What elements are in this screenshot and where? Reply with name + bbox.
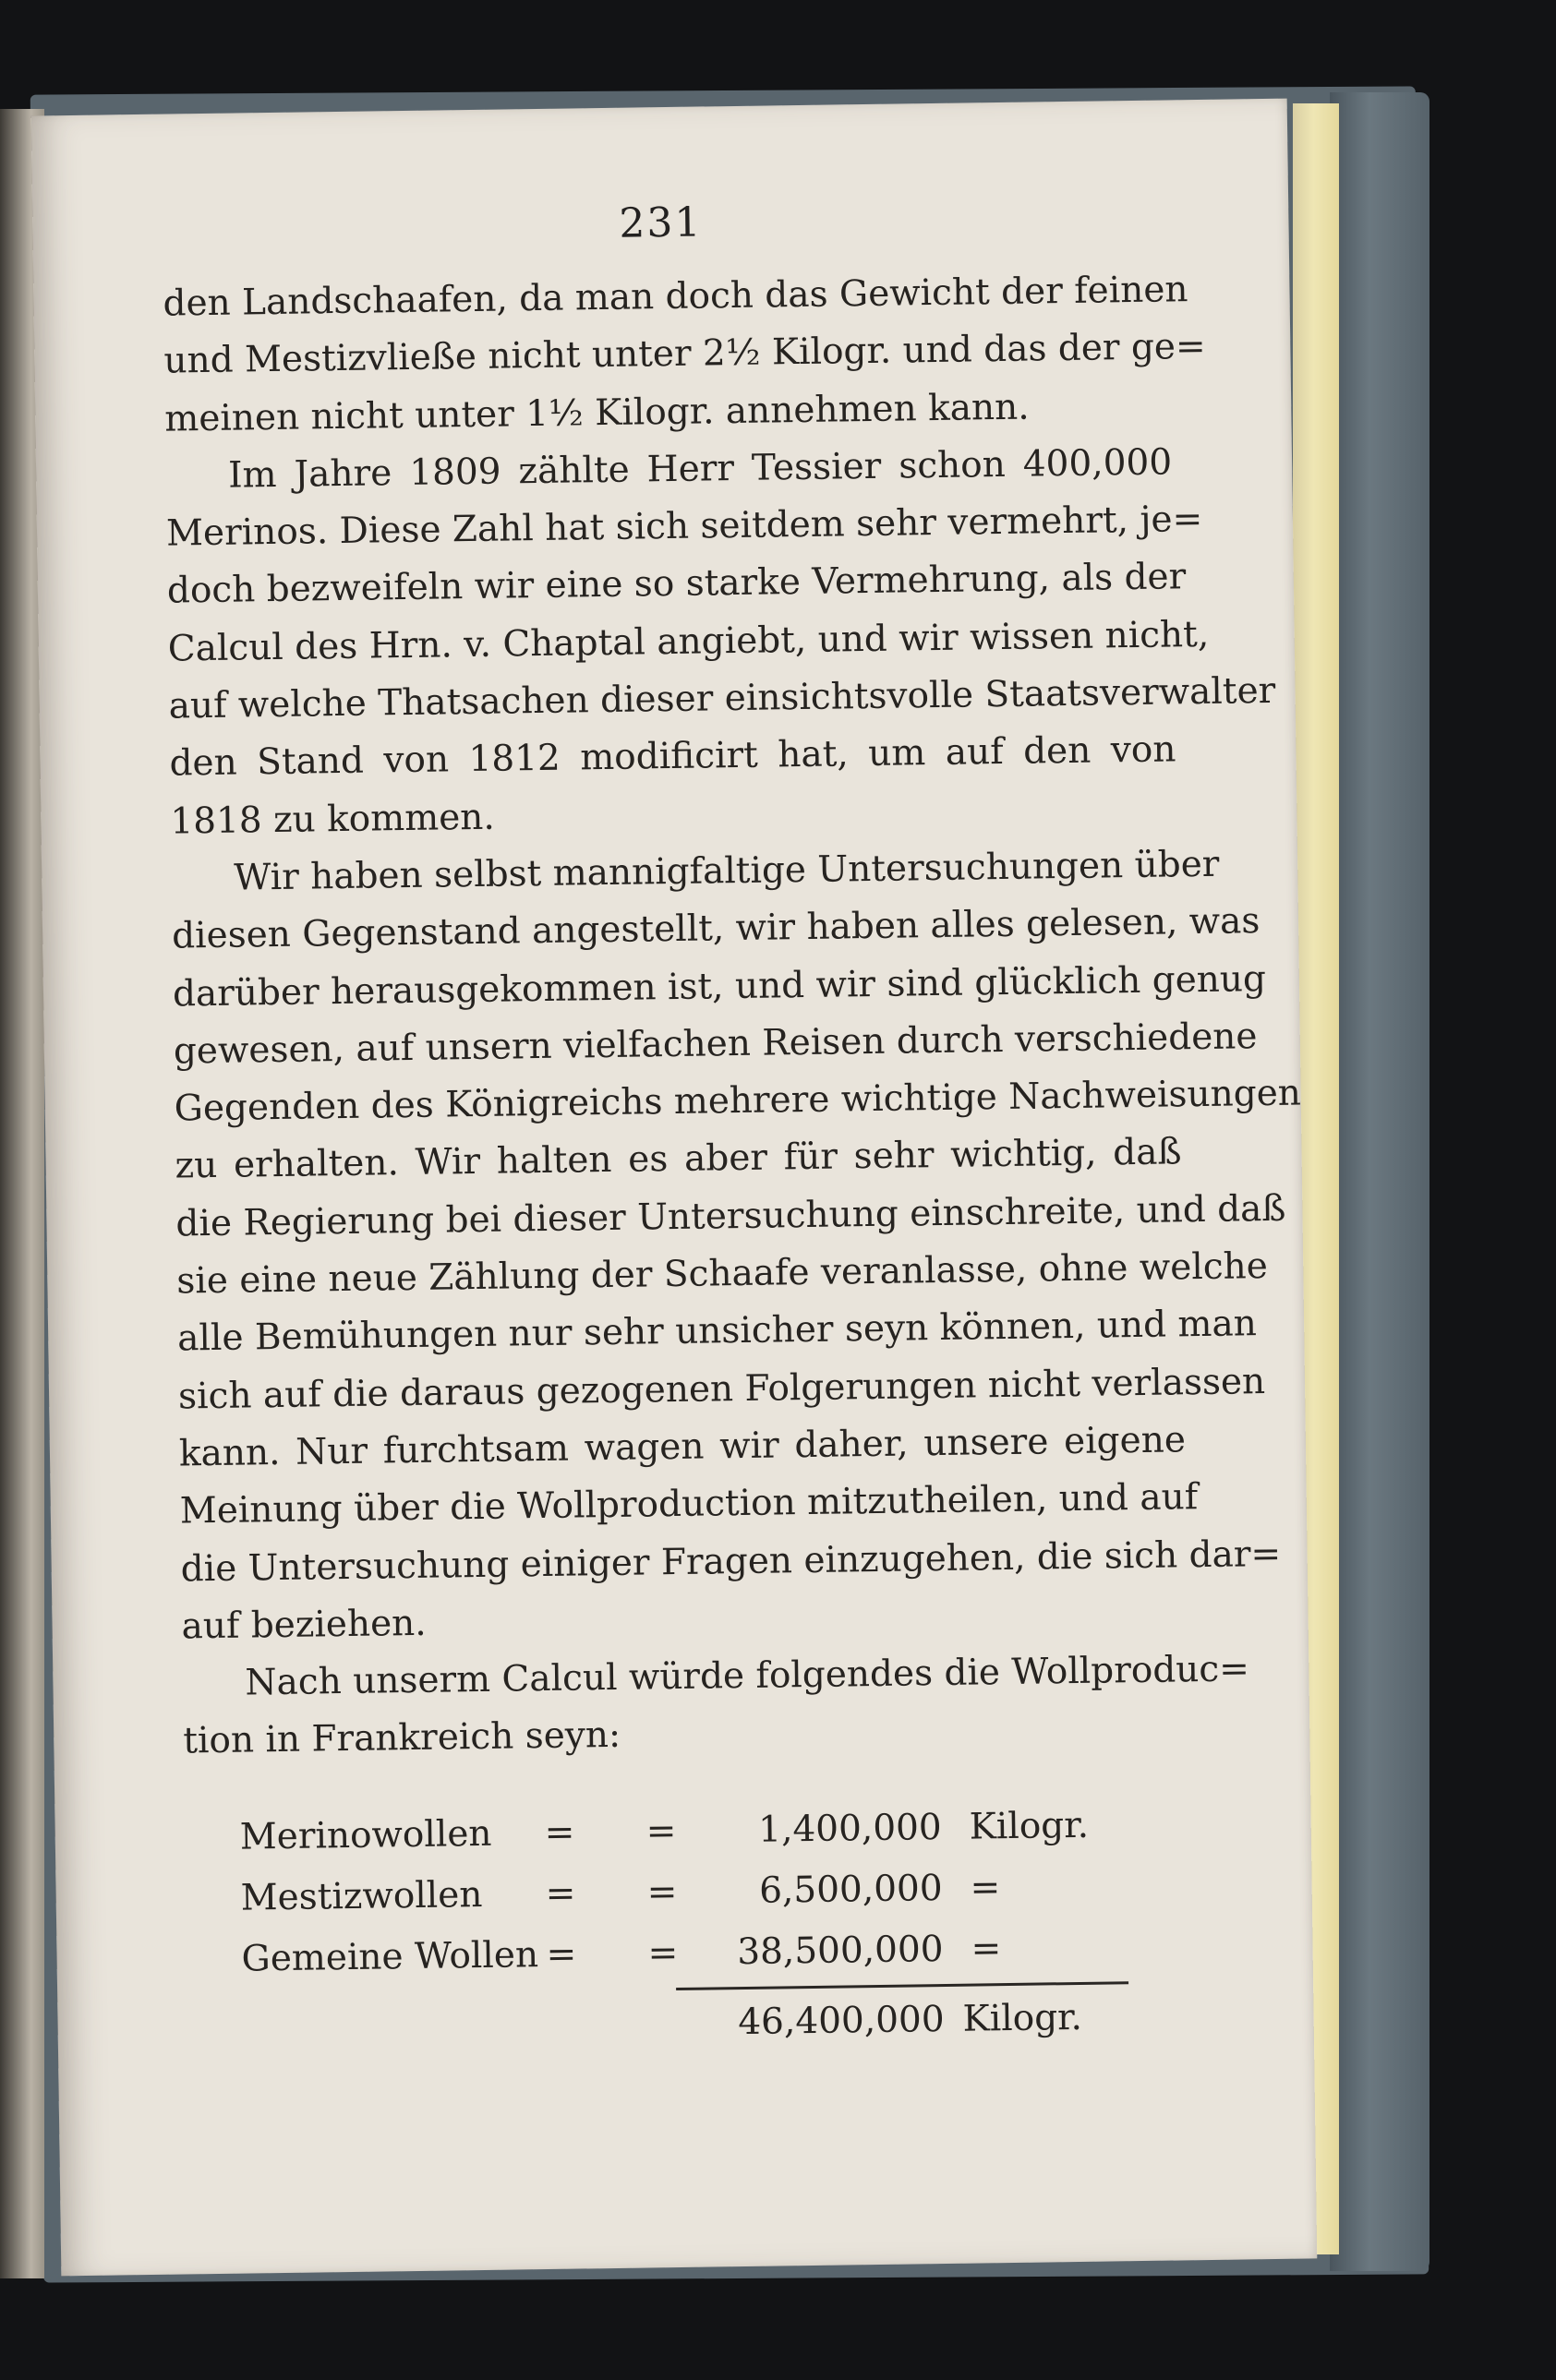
total-value: 46,400,000 bbox=[738, 1999, 945, 2044]
text-line: Merinos. Diese Zahl hat sich seitdem sehr vermehrt, je= bbox=[165, 499, 1203, 555]
row-label: Gemeine Wollen bbox=[241, 1934, 539, 1980]
text-line: alle Bemühungen nur sehr unsicher seyn können, und man bbox=[176, 1303, 1258, 1360]
text-line: 1818 zu kommen. bbox=[170, 796, 496, 843]
text-line: sich auf die daraus gezogenen Folgerungen nicht verlassen bbox=[177, 1360, 1266, 1418]
text-line: tion in Frankreich seyn: bbox=[183, 1714, 621, 1762]
row-value: 1,400,000 bbox=[757, 1807, 943, 1851]
text-line: und Mestizvließe nicht unter 2½ Kilogr. und das der ge= bbox=[163, 326, 1206, 382]
book-cover-edge bbox=[1330, 92, 1429, 2271]
text-line: auf beziehen. bbox=[181, 1602, 427, 1648]
total-unit: Kilogr. bbox=[962, 1996, 1083, 2040]
row-unit: = bbox=[971, 1928, 1002, 1970]
text-line: auf welche Thatsachen dieser einsichtsvolle Staatsverwalter bbox=[168, 669, 1276, 727]
ditto-mark: = bbox=[647, 1932, 679, 1975]
book-page bbox=[31, 99, 1318, 2277]
page-number: 231 bbox=[619, 198, 703, 247]
row-label: Mestizwollen bbox=[240, 1873, 483, 1919]
text-line: den Stand von 1812 modificirt hat, um auf den von bbox=[169, 728, 1176, 785]
row-value: 38,500,000 bbox=[736, 1929, 944, 1974]
text-line: Meinung über die Wollproduction mitzutheilen, und auf bbox=[179, 1476, 1199, 1533]
text-line: die Untersuchung einiger Fragen einzugehen, die sich dar= bbox=[180, 1533, 1282, 1591]
total-row bbox=[242, 1986, 1203, 2061]
text-line: Im Jahre 1809 zählte Herr Tessier schon 400,000 bbox=[227, 441, 1173, 497]
ditto-mark: = bbox=[544, 1811, 575, 1855]
ditto-mark: = bbox=[546, 1933, 577, 1977]
text-line: Gegenden des Königreichs mehrere wichtige Nachweisungen bbox=[174, 1072, 1302, 1130]
text-line: diesen Gegenstand angestellt, wir haben alles gelesen, was bbox=[171, 900, 1260, 957]
text-line: die Regierung bei dieser Untersuchung einschreite, und daß bbox=[175, 1187, 1286, 1245]
text-line: sie eine neue Zählung der Schaafe veranlasse, ohne welche bbox=[176, 1245, 1269, 1303]
row-label: Merinowollen bbox=[239, 1812, 492, 1858]
text-line: gewesen, auf unsern vielfachen Reisen durch verschiedene bbox=[173, 1016, 1258, 1073]
body-text bbox=[163, 261, 1302, 1771]
wool-production-table bbox=[239, 1794, 1202, 2044]
text-line: meinen nicht unter 1½ Kilogr. annehmen kann. bbox=[164, 386, 1030, 440]
ditto-mark: = bbox=[646, 1871, 678, 1914]
table-row bbox=[241, 1916, 1202, 1990]
text-line: Calcul des Hrn. v. Chaptal angiebt, und wir wissen nicht, bbox=[167, 613, 1210, 670]
text-line: darüber herausgekommen ist, und wir sind glücklich genug bbox=[172, 957, 1267, 1016]
text-line: kann. Nur furchtsam wagen wir daher, unsere eigene bbox=[178, 1419, 1187, 1475]
text-line: den Landschaafen, da man doch das Gewicht der feinen bbox=[163, 269, 1188, 325]
text-line: zu erhalten. Wir halten es aber für sehr wichtig, daß bbox=[175, 1131, 1182, 1187]
row-unit: = bbox=[970, 1867, 1001, 1909]
row-unit: Kilogr. bbox=[969, 1804, 1090, 1848]
text-line: Wir haben selbst mannigfaltige Untersuchungen über bbox=[233, 843, 1220, 899]
text-line: doch bezweifeln wir eine so starke Vermehrung, als der bbox=[166, 556, 1187, 613]
ditto-mark: = bbox=[545, 1872, 576, 1916]
text-line: Nach unserm Calcul würde folgendes die Wollproduc= bbox=[245, 1648, 1250, 1704]
ditto-mark: = bbox=[645, 1810, 677, 1853]
row-value: 6,500,000 bbox=[758, 1868, 943, 1912]
